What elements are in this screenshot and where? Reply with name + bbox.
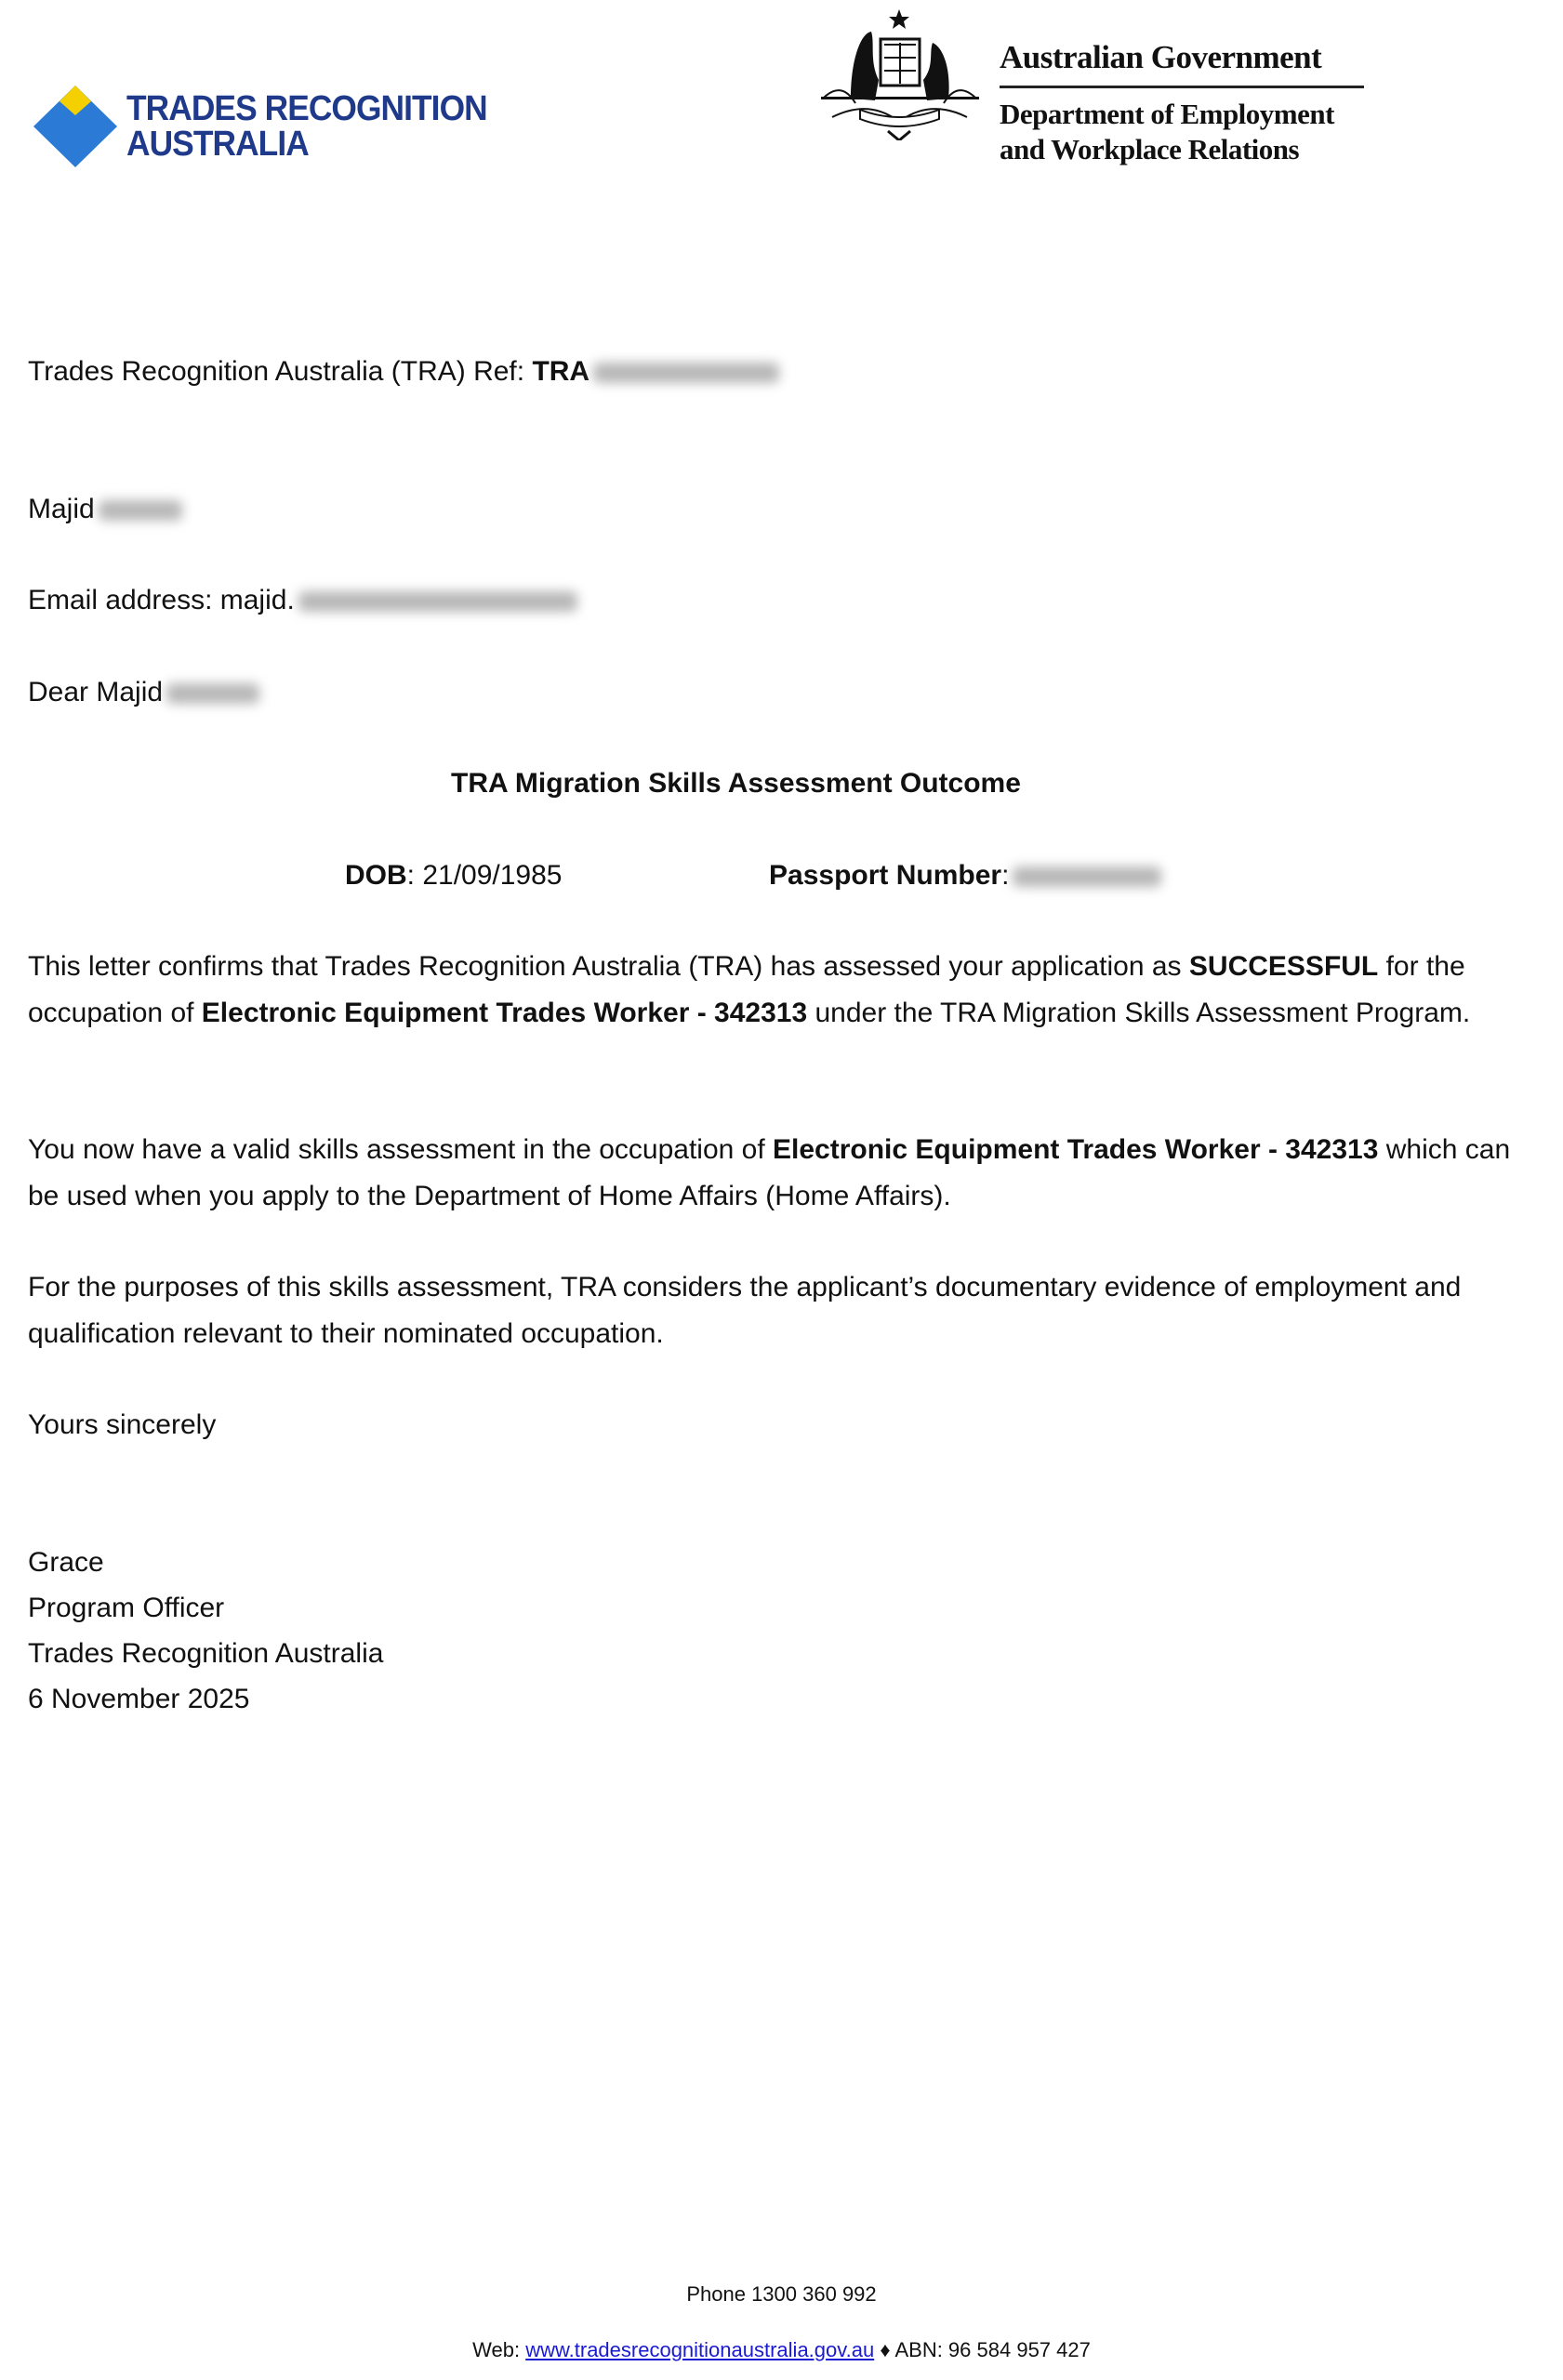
signer-name: Grace bbox=[28, 1547, 104, 1578]
closing: Yours sincerely bbox=[28, 1409, 217, 1440]
government-logo: Australian Government Department of Employment and Workplace Relations bbox=[814, 6, 1390, 173]
coat-of-arms-icon bbox=[814, 6, 986, 140]
footer-phone: Phone 1300 360 992 bbox=[686, 2282, 877, 2306]
footer-web: Web: www.tradesrecognitionaustralia.gov.au ♦ ABN: 96 584 957 427 bbox=[472, 2338, 1091, 2361]
redacted-passport bbox=[1013, 866, 1161, 887]
tra-logo bbox=[33, 86, 536, 169]
paragraph-purposes: For the purposes of this skills assessment, TRA considers the applicant’s documentary evidence of employment and qualification relevant to their nominated occupation. bbox=[28, 1272, 1462, 1349]
email-line: Email address: majid. bbox=[28, 577, 577, 623]
letter-date: 6 November 2025 bbox=[28, 1684, 250, 1714]
salutation: Dear Majid bbox=[28, 669, 259, 715]
paragraph-outcome: This letter confirms that Trades Recognition Australia (TRA) has assessed your application as SUCCESSFUL for the occupation of Electronic Equipment Trades Worker - 342313 under the TRA Migration Skills Assessment Program. bbox=[28, 951, 1471, 1028]
divider bbox=[1000, 86, 1364, 88]
diamond-logo-icon bbox=[33, 86, 117, 167]
dob-field: DOB: 21/09/1985 bbox=[345, 860, 563, 891]
signer-organisation: Trades Recognition Australia bbox=[28, 1638, 384, 1669]
signer-role: Program Officer bbox=[28, 1593, 225, 1623]
redacted-reference bbox=[593, 363, 779, 383]
recipient-name: Majid bbox=[28, 486, 182, 532]
paragraph-validity: You now have a valid skills assessment in the occupation of Electronic Equipment Trades Worker - 342313 which can be used when you apply to the Department of Home Affairs (Home Affairs). bbox=[28, 1134, 1511, 1211]
letter-title: TRA Migration Skills Assessment Outcome bbox=[451, 768, 1021, 799]
department-name: Department of Employment and Workplace Relations bbox=[1000, 98, 1334, 165]
redacted-email bbox=[298, 591, 577, 612]
passport-field: Passport Number: bbox=[769, 853, 1161, 898]
website-link[interactable]: www.tradesrecognitionaustralia.gov.au bbox=[525, 2338, 875, 2361]
redacted-surname bbox=[166, 683, 259, 704]
redacted-surname bbox=[99, 500, 182, 521]
reference-line: Trades Recognition Australia (TRA) Ref: TRA bbox=[28, 349, 779, 394]
tra-logo-text: TRADES RECOGNITION AUSTRALIA bbox=[126, 89, 487, 164]
